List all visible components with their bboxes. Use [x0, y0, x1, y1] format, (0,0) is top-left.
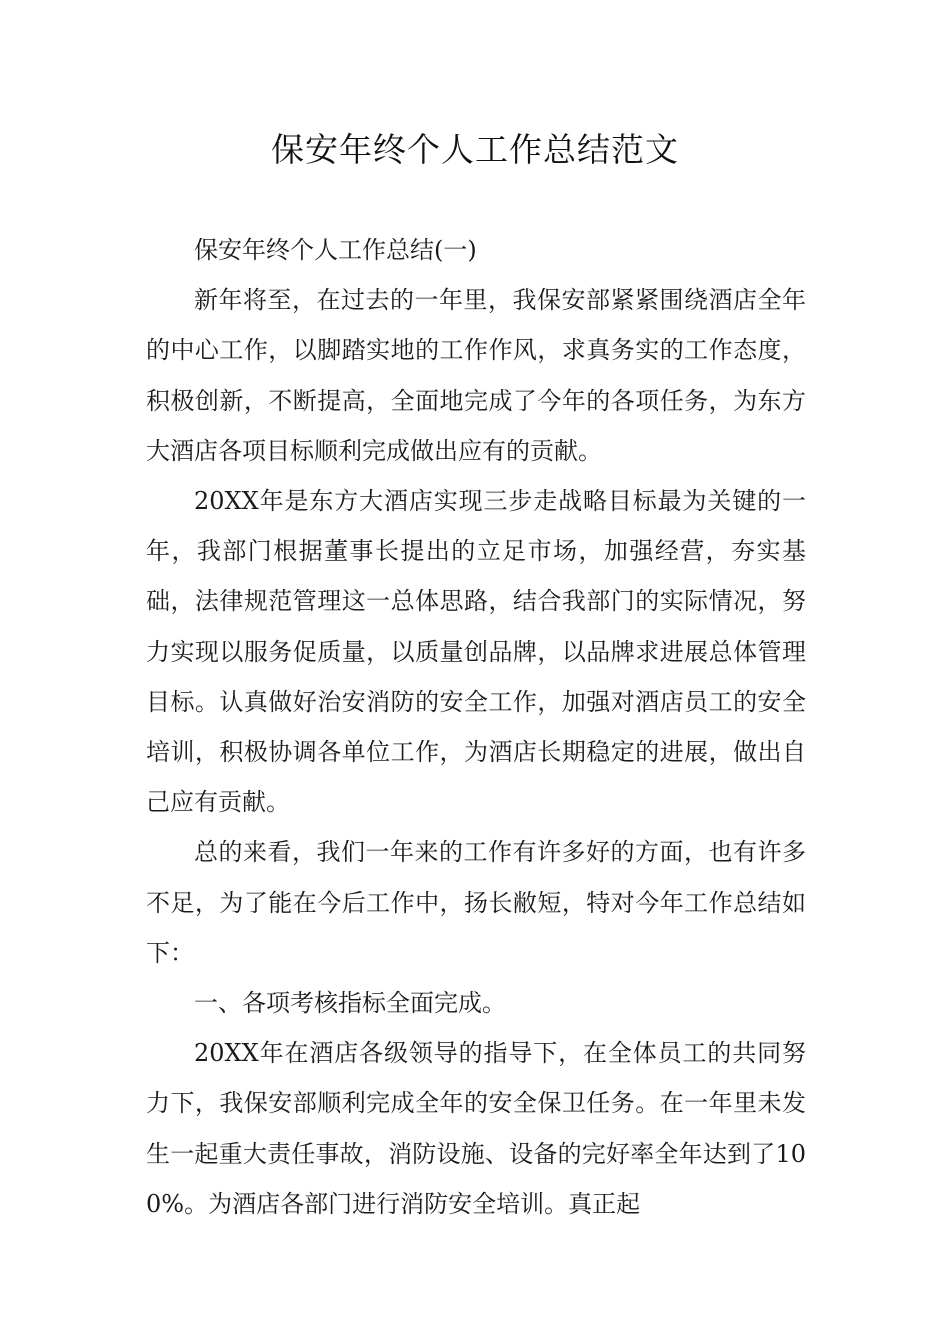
paragraph: 总的来看，我们一年来的工作有许多好的方面，也有许多不足，为了能在今后工作中，扬长敝短，特对今年工作总结如下： — [146, 838, 806, 967]
paragraph: 20XX年在酒店各级领导的指导下，在全体员工的共同努力下，我保安部顺利完成全年的安全保卫任务。在一年里未发生一起重大责任事故，消防设施、设备的完好率全年达到了100%。为酒店各部门进行消防安全培训。真正起 — [146, 1039, 806, 1218]
paragraph: 20XX年是东方大酒店实现三步走战略目标最为关键的一年，我部门根据董事长提出的立足市场，加强经营，夯实基础，法律规范管理这一总体思路，结合我部门的实际情况，努力实现以服务促质量，以质量创品牌，以品牌求进展总体管理目标。认真做好治安消防的安全工作，加强对酒店员工的安全培训，积极协调各单位工作，为酒店长期稳定的进展，做出自己应有贡献。 — [146, 487, 806, 817]
section-heading: 保安年终个人工作总结(一) — [194, 236, 477, 264]
paragraph: 新年将至，在过去的一年里，我保安部紧紧围绕酒店全年的中心工作，以脚踏实地的工作作风，求真务实的工作态度，积极创新，不断提高，全面地完成了今年的各项任务，为东方大酒店各项目标顺利完成做出应有的贡献。 — [146, 286, 806, 465]
document-title: 保安年终个人工作总结范文 — [271, 130, 679, 169]
document-body — [146, 225, 806, 1229]
section-heading: 一、各项考核指标全面完成。 — [194, 989, 506, 1018]
